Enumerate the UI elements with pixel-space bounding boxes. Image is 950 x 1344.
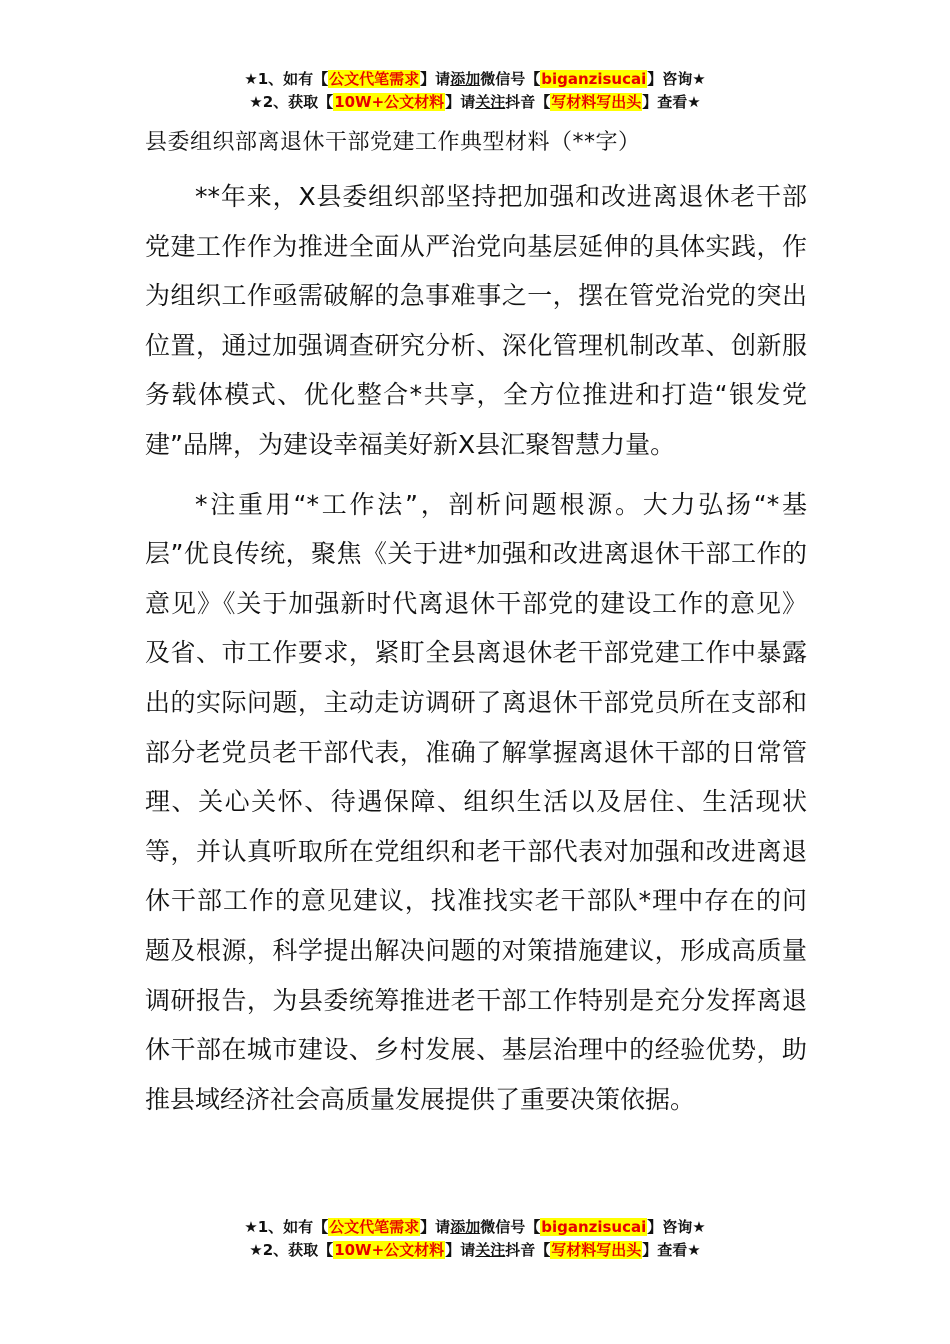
highlight-materials: 10W+公文材料 xyxy=(334,1241,445,1259)
highlight-douyin: 写材料写出头 xyxy=(551,1241,642,1259)
banner-line-1: ★1、如有【公文代笔需求】请添加微信号【biganzisucai】咨询★ xyxy=(244,1218,706,1236)
highlight-wechat-id: biganzisucai xyxy=(541,70,647,88)
paragraph-intro: **年来，X县委组织部坚持把加强和改进离退休老干部党建工作作为推进全面从严治党向基层延伸的具体实践，作为组织工作亟需破解的急事难事之一，摆在管党治党的突出位置，通过加强调查研究分析、深化管理机制改革、创新服务载体模式、优化整合*共享，全方位推进和打造“银发党建”品牌，为建设幸福美好新X县汇聚智慧力量。 xyxy=(145,182,807,459)
document-body xyxy=(145,172,807,1124)
highlight-materials: 10W+公文材料 xyxy=(334,93,445,111)
document-title: 县委组织部离退休干部党建工作典型材料（**字） xyxy=(145,130,641,155)
highlight-service: 公文代笔需求 xyxy=(329,1218,420,1236)
paragraph-method: *注重用“*工作法”，剖析问题根源。大力弘扬“*基层”优良传统，聚焦《关于进*加强和改进离退休干部工作的意见》《关于加强新时代离退休干部党的建设工作的意见》及省、市工作要求，紧盯全县离退休老干部党建工作中暴露出的实际问题，主动走访调研了离退休干部党员所在支部和部分老党员老干部代表，准确了解掌握离退休干部的日常管理、关心关怀、待遇保障、组织生活以及居住、生活现状等，并认真听取所在党组织和老干部代表对加强和改进离退休干部工作的意见建议，找准找实老干部队*理中存在的问题及根源，科学提出解决问题的对策措施建议，形成高质量调研报告，为县委统筹推进老干部工作特别是充分发挥离退休干部在城市建设、乡村发展、基层治理中的经验优势，助推县域经济社会高质量发展提供了重要决策依据。 xyxy=(145,489,807,1114)
highlight-wechat-id: biganzisucai xyxy=(541,1218,647,1236)
highlight-douyin: 写材料写出头 xyxy=(551,93,642,111)
banner-line-2: ★2、获取【10W+公文材料】请关注抖音【写材料写出头】查看★ xyxy=(249,1241,701,1259)
footer-banner xyxy=(0,1216,950,1262)
banner-line-2: ★2、获取【10W+公文材料】请关注抖音【写材料写出头】查看★ xyxy=(249,93,701,111)
banner-line-1: ★1、如有【公文代笔需求】请添加微信号【biganzisucai】咨询★ xyxy=(244,70,706,88)
highlight-service: 公文代笔需求 xyxy=(329,70,420,88)
header-banner xyxy=(0,68,950,114)
